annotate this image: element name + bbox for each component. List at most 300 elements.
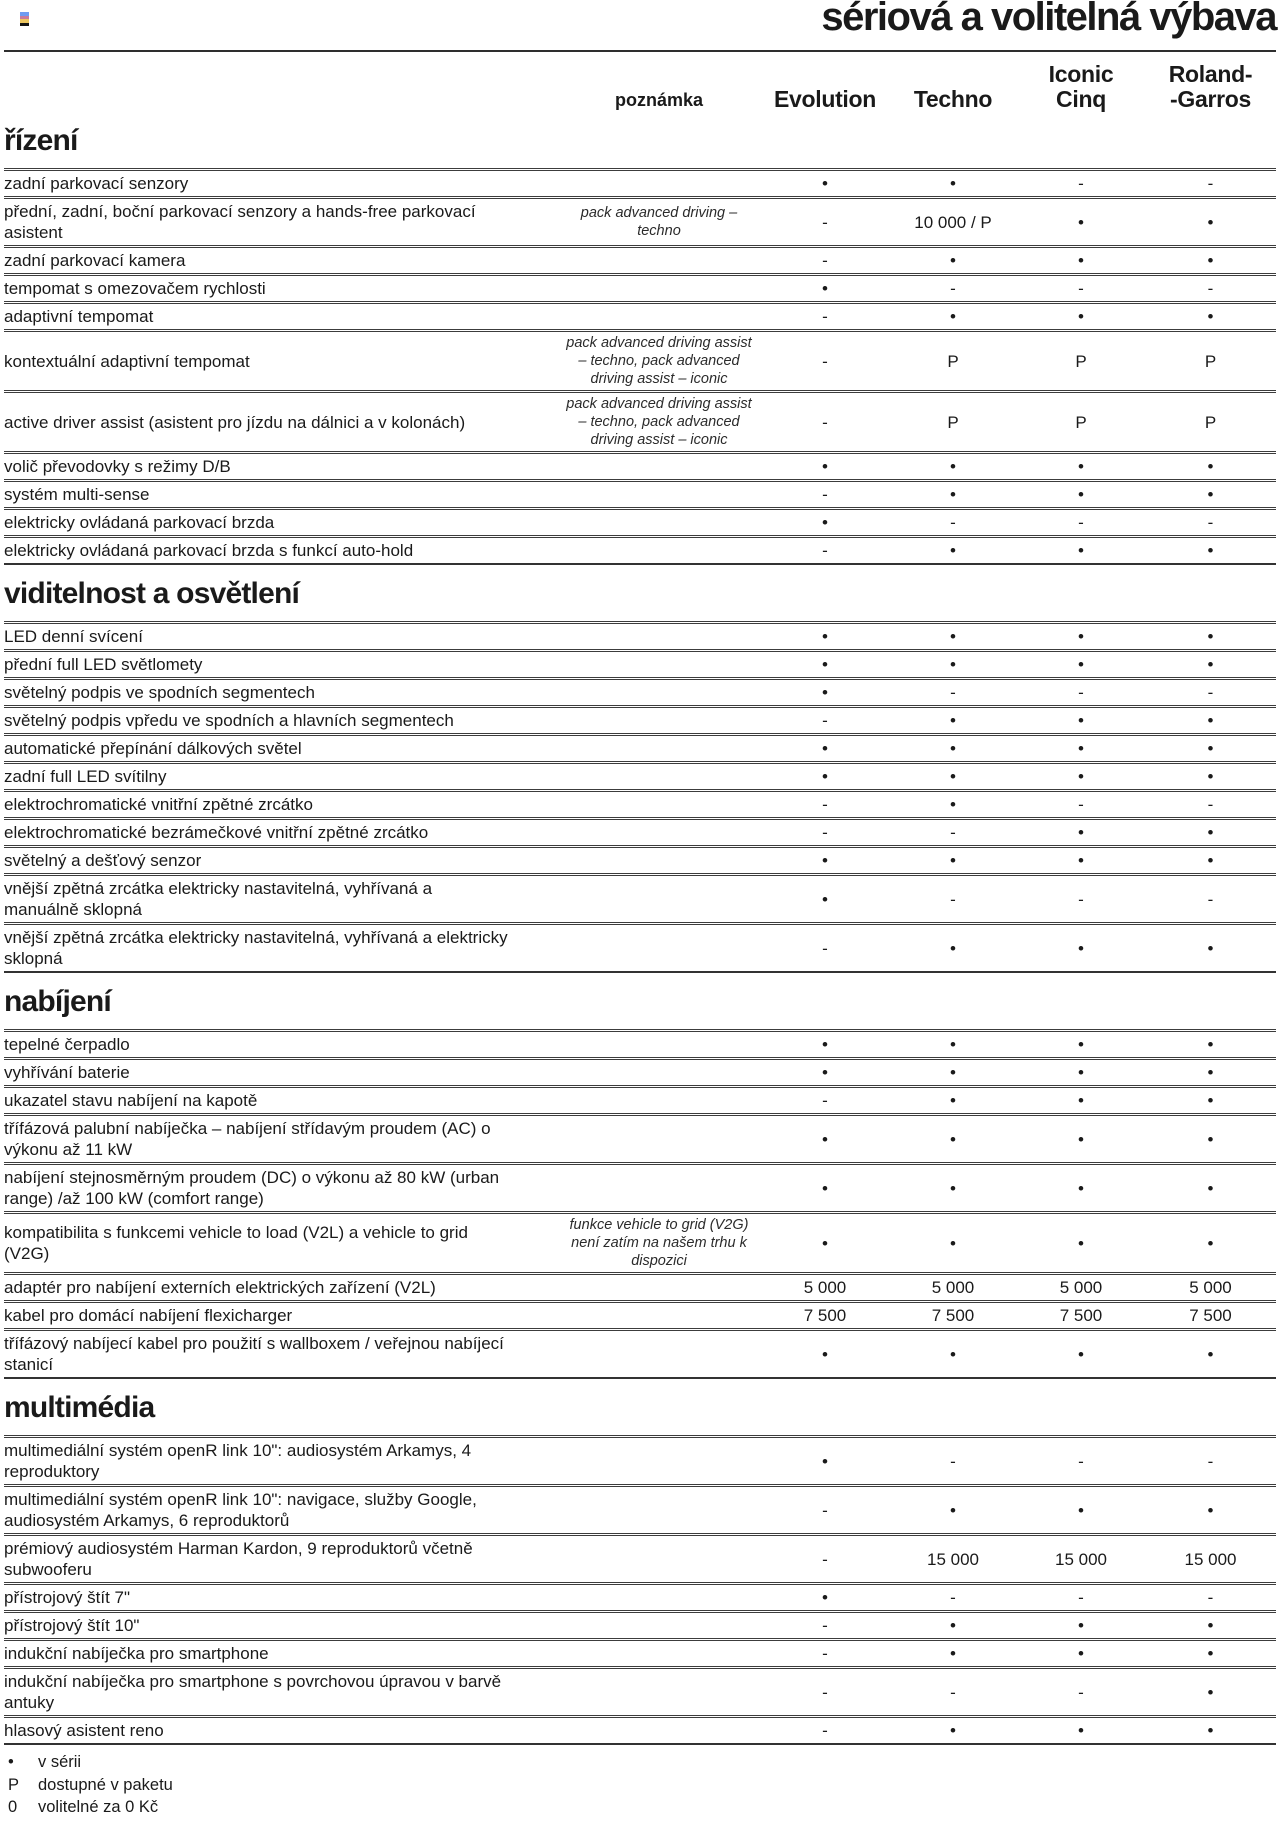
value-iconic-cinq: •	[1078, 485, 1084, 504]
value-evolution: -	[822, 1721, 828, 1740]
feature-label: přístrojový štít 10"	[4, 1616, 140, 1635]
value-roland-garros: •	[1207, 739, 1214, 758]
value-iconic-cinq: -	[1078, 683, 1084, 702]
value-iconic-cinq: •	[1078, 1063, 1084, 1082]
value-evolution: -	[822, 251, 828, 270]
legend-item	[4, 1751, 1276, 1774]
feature-note	[557, 315, 761, 319]
value-evolution: -	[822, 1644, 828, 1663]
value-iconic-cinq: •	[1078, 938, 1084, 958]
feature-note	[557, 775, 761, 779]
equipment-table	[4, 168, 1276, 565]
feature-note	[557, 1652, 761, 1656]
feature-note	[557, 663, 761, 667]
equipment-section	[4, 1391, 1276, 1745]
value-evolution: •	[822, 889, 828, 909]
table-row	[4, 1666, 1276, 1715]
value-techno: •	[950, 1091, 956, 1110]
feature-label: zadní full LED svítilny	[4, 767, 167, 786]
value-evolution: -	[822, 485, 828, 504]
feature-note	[557, 859, 761, 863]
table-row	[4, 479, 1276, 507]
feature-label: multimediální systém openR link 10": audiosystém Arkamys, 4 reproduktory	[4, 1441, 472, 1481]
value-iconic-cinq: •	[1078, 307, 1084, 326]
value-techno: •	[950, 1178, 956, 1198]
value-iconic-cinq: •	[1078, 1178, 1084, 1198]
value-roland-garros: •	[1207, 627, 1214, 646]
feature-note	[557, 493, 761, 497]
table-row	[4, 733, 1276, 761]
value-roland-garros: •	[1207, 212, 1214, 232]
value-roland-garros: •	[1207, 1129, 1214, 1149]
table-row	[4, 1211, 1276, 1272]
feature-note	[557, 831, 761, 835]
feature-note: pack advanced driving – techno	[580, 205, 738, 239]
value-roland-garros: •	[1207, 1035, 1214, 1054]
value-iconic-cinq: •	[1078, 823, 1084, 842]
table-row	[4, 301, 1276, 329]
feature-label: adaptér pro nabíjení externích elektrických zařízení (V2L)	[4, 1278, 436, 1297]
table-row	[4, 1582, 1276, 1610]
table-row	[4, 1300, 1276, 1328]
table-row	[4, 196, 1276, 245]
value-techno: 15 000	[927, 1549, 979, 1569]
value-roland-garros: •	[1207, 541, 1214, 560]
feature-label: přístrojový štít 7"	[4, 1588, 131, 1607]
feature-note	[557, 259, 761, 263]
value-evolution: 5 000	[803, 1278, 847, 1297]
feature-note	[557, 465, 761, 469]
value-techno: •	[950, 457, 956, 476]
value-techno: •	[950, 1129, 956, 1149]
value-evolution: -	[822, 823, 828, 842]
value-evolution: •	[822, 1451, 828, 1471]
table-row	[4, 1533, 1276, 1582]
value-iconic-cinq: •	[1078, 457, 1084, 476]
feature-label: elektricky ovládaná parkovací brzda	[4, 513, 275, 532]
value-techno: •	[950, 174, 956, 193]
table-row	[4, 329, 1276, 390]
feature-label: zadní parkovací kamera	[4, 251, 186, 270]
feature-label: LED denní svícení	[4, 627, 143, 646]
legend-symbol-zero: 0	[8, 1798, 18, 1816]
value-roland-garros: •	[1207, 251, 1214, 270]
value-evolution: -	[822, 1500, 828, 1520]
value-techno: •	[950, 251, 956, 270]
equipment-section	[4, 985, 1276, 1379]
column-headers	[4, 62, 1276, 112]
value-iconic-cinq: -	[1078, 795, 1084, 814]
value-techno: •	[950, 655, 956, 674]
value-iconic-cinq: -	[1078, 1588, 1084, 1607]
feature-note	[557, 1508, 761, 1512]
value-evolution: •	[822, 1063, 828, 1082]
legend-text-series: v sérii	[38, 1753, 82, 1771]
feature-note	[557, 1352, 761, 1356]
value-roland-garros: •	[1207, 655, 1214, 674]
value-techno: •	[950, 1233, 956, 1253]
value-iconic-cinq: •	[1078, 1500, 1084, 1520]
equipment-table	[4, 1029, 1276, 1379]
value-roland-garros: •	[1207, 1091, 1214, 1110]
page-logo-icon	[20, 12, 29, 26]
equipment-section	[4, 124, 1276, 565]
value-roland-garros: -	[1207, 279, 1214, 298]
table-row	[4, 245, 1276, 273]
col-header-iconic-cinq: Iconic Cinq	[1048, 61, 1114, 112]
value-evolution: •	[822, 767, 828, 786]
value-roland-garros: •	[1207, 767, 1214, 786]
feature-label: přední, zadní, boční parkovací senzory a hands-free parkovací asistent	[4, 202, 476, 242]
legend-text-zero: volitelné za 0 Kč	[38, 1798, 159, 1816]
value-iconic-cinq: •	[1078, 739, 1084, 758]
value-techno: •	[950, 1721, 956, 1740]
feature-label: prémiový audiosystém Harman Kardon, 9 reproduktorů včetně subwooferu	[4, 1539, 473, 1579]
value-roland-garros: •	[1207, 823, 1214, 842]
value-evolution: -	[822, 1091, 828, 1110]
value-roland-garros: •	[1207, 1721, 1214, 1740]
value-roland-garros: •	[1207, 851, 1214, 870]
value-techno: P	[947, 351, 959, 371]
value-techno: •	[950, 739, 956, 758]
section-title: řízení	[4, 124, 78, 157]
table-row	[4, 789, 1276, 817]
feature-label: vyhřívání baterie	[4, 1063, 130, 1082]
value-techno: •	[950, 307, 956, 326]
feature-label: přední full LED světlomety	[4, 655, 203, 674]
table-row	[4, 649, 1276, 677]
value-roland-garros: •	[1207, 1233, 1214, 1253]
value-evolution: -	[822, 307, 828, 326]
table-row	[4, 1328, 1276, 1377]
feature-note	[557, 946, 761, 950]
value-iconic-cinq: •	[1078, 1035, 1084, 1054]
legend-symbol-series: •	[8, 1753, 14, 1771]
table-row	[4, 1715, 1276, 1743]
value-iconic-cinq: 7 500	[1059, 1306, 1103, 1325]
value-evolution: •	[822, 1588, 828, 1607]
feature-note	[557, 1557, 761, 1561]
table-row	[4, 1113, 1276, 1162]
value-roland-garros: •	[1207, 457, 1214, 476]
feature-label: active driver assist (asistent pro jízdu na dálnici a v kolonách)	[4, 412, 466, 432]
feature-label: adaptivní tempomat	[4, 307, 154, 326]
value-iconic-cinq: •	[1078, 1721, 1084, 1740]
value-evolution: •	[822, 1233, 828, 1253]
value-evolution: 7 500	[803, 1306, 847, 1325]
value-evolution: •	[822, 279, 828, 298]
value-iconic-cinq: •	[1078, 711, 1084, 730]
feature-note	[557, 1137, 761, 1141]
section-title: viditelnost a osvětlení	[4, 577, 300, 610]
legend-symbol-pack: P	[8, 1775, 20, 1794]
feature-note	[557, 691, 761, 695]
value-roland-garros: •	[1207, 1682, 1214, 1702]
table-row	[4, 621, 1276, 649]
feature-note: funkce vehicle to grid (V2G) není zatím na našem trhu k dispozici	[569, 1217, 749, 1269]
value-evolution: -	[822, 795, 828, 814]
feature-note: pack advanced driving assist – techno, pack advanced driving assist – iconic	[566, 396, 752, 448]
value-techno: 7 500	[931, 1306, 975, 1325]
value-iconic-cinq: •	[1078, 627, 1084, 646]
feature-note	[557, 1459, 761, 1463]
value-techno: -	[950, 279, 956, 298]
value-evolution: •	[822, 457, 828, 476]
feature-label: třífázový nabíjecí kabel pro použití s wallboxem / veřejnou nabíjecí stanicí	[4, 1334, 504, 1374]
feature-note	[557, 803, 761, 807]
table-row	[4, 1162, 1276, 1211]
feature-note	[557, 719, 761, 723]
value-evolution: •	[822, 1178, 828, 1198]
value-iconic-cinq: -	[1078, 174, 1084, 193]
value-iconic-cinq: •	[1078, 851, 1084, 870]
feature-label: elektricky ovládaná parkovací brzda s funkcí auto-hold	[4, 541, 414, 560]
feature-label: třífázová palubní nabíječka – nabíjení střídavým proudem (AC) o výkonu až 11 kW	[4, 1119, 491, 1159]
feature-label: světelný podpis ve spodních segmentech	[4, 683, 315, 702]
value-roland-garros: •	[1207, 1500, 1214, 1520]
value-techno: •	[950, 627, 956, 646]
value-roland-garros: •	[1207, 1644, 1214, 1663]
value-evolution: •	[822, 851, 828, 870]
value-roland-garros: •	[1207, 711, 1214, 730]
table-row	[4, 873, 1276, 922]
legend	[4, 1751, 1276, 1819]
feature-note	[557, 1624, 761, 1628]
table-row	[4, 1610, 1276, 1638]
value-roland-garros: •	[1207, 307, 1214, 326]
value-techno: -	[950, 823, 956, 842]
value-techno: -	[950, 889, 956, 909]
feature-note	[557, 1071, 761, 1075]
value-evolution: •	[822, 739, 828, 758]
feature-label: světelný podpis vpředu ve spodních a hlavních segmentech	[4, 711, 454, 730]
value-evolution: -	[822, 1682, 828, 1702]
value-iconic-cinq: •	[1078, 767, 1084, 786]
feature-label: světelný a dešťový senzor	[4, 851, 202, 870]
value-evolution: •	[822, 1035, 828, 1054]
table-row	[4, 761, 1276, 789]
value-iconic-cinq: P	[1075, 412, 1087, 432]
table-row	[4, 845, 1276, 873]
feature-label: ukazatel stavu nabíjení na kapotě	[4, 1091, 258, 1110]
value-techno: •	[950, 711, 956, 730]
value-techno: 10 000 / P	[914, 212, 992, 232]
table-row	[4, 1484, 1276, 1533]
col-header-techno: Techno	[913, 86, 993, 112]
value-evolution: -	[822, 212, 828, 232]
value-evolution: •	[822, 513, 828, 532]
value-techno: -	[950, 1451, 956, 1471]
feature-note	[557, 747, 761, 751]
value-evolution: •	[822, 1129, 828, 1149]
feature-label: volič převodovky s režimy D/B	[4, 457, 231, 476]
feature-note	[557, 635, 761, 639]
value-evolution: -	[822, 412, 828, 432]
feature-note	[557, 1186, 761, 1190]
sections-container	[4, 124, 1276, 1745]
feature-label: kabel pro domácí nabíjení flexicharger	[4, 1306, 293, 1325]
value-roland-garros: •	[1207, 1344, 1214, 1364]
feature-note: pack advanced driving assist – techno, pack advanced driving assist – iconic	[566, 335, 752, 387]
col-header-roland-garros: Roland- -Garros	[1168, 61, 1253, 112]
value-techno: -	[950, 1682, 956, 1702]
feature-label: systém multi-sense	[4, 485, 150, 504]
value-techno: •	[950, 1063, 956, 1082]
value-roland-garros: 5 000	[1189, 1278, 1232, 1297]
value-roland-garros: •	[1207, 1063, 1214, 1082]
table-row	[4, 705, 1276, 733]
value-iconic-cinq: •	[1078, 212, 1084, 232]
value-roland-garros: -	[1207, 513, 1214, 532]
value-roland-garros: -	[1207, 174, 1214, 193]
value-evolution: •	[822, 683, 828, 702]
feature-label: zadní parkovací senzory	[4, 174, 189, 193]
value-techno: -	[950, 1588, 956, 1607]
value-roland-garros: •	[1207, 485, 1214, 504]
feature-note	[557, 1099, 761, 1103]
table-row	[4, 1029, 1276, 1057]
value-iconic-cinq: -	[1078, 1451, 1084, 1471]
value-evolution: -	[822, 1616, 828, 1635]
value-evolution: -	[822, 938, 828, 958]
value-iconic-cinq: P	[1075, 351, 1087, 371]
table-row	[4, 922, 1276, 971]
feature-note	[557, 521, 761, 525]
value-iconic-cinq: •	[1078, 251, 1084, 270]
value-iconic-cinq: •	[1078, 1233, 1084, 1253]
value-techno: •	[950, 485, 956, 504]
value-iconic-cinq: •	[1078, 655, 1084, 674]
feature-label: vnější zpětná zrcátka elektricky nastavitelná, vyhřívaná a elektricky sklopná	[4, 928, 508, 968]
table-row	[4, 451, 1276, 479]
legend-item	[4, 1796, 1276, 1819]
feature-note	[557, 1286, 761, 1290]
table-row	[4, 1435, 1276, 1484]
value-iconic-cinq: -	[1078, 1682, 1084, 1702]
feature-note	[557, 1690, 761, 1694]
table-row	[4, 1085, 1276, 1113]
value-evolution: •	[822, 655, 828, 674]
value-evolution: •	[822, 627, 828, 646]
feature-note	[557, 1596, 761, 1600]
feature-label: elektrochromatické vnitřní zpětné zrcátko	[4, 795, 313, 814]
feature-note	[557, 182, 761, 186]
value-evolution: •	[822, 1344, 828, 1364]
value-roland-garros: P	[1204, 412, 1217, 432]
value-techno: •	[950, 1035, 956, 1054]
table-row	[4, 1638, 1276, 1666]
value-iconic-cinq: •	[1078, 1644, 1084, 1663]
value-iconic-cinq: -	[1078, 279, 1084, 298]
feature-label: tempomat s omezovačem rychlosti	[4, 279, 266, 298]
table-row	[4, 677, 1276, 705]
feature-note	[557, 1729, 761, 1733]
value-iconic-cinq: -	[1078, 513, 1084, 532]
value-techno: -	[950, 513, 956, 532]
value-roland-garros: •	[1207, 1616, 1214, 1635]
table-row	[4, 817, 1276, 845]
value-roland-garros: -	[1207, 1588, 1214, 1607]
table-row	[4, 535, 1276, 563]
table-row	[4, 507, 1276, 535]
value-techno: •	[950, 1644, 956, 1663]
feature-note	[557, 287, 761, 291]
table-row	[4, 1272, 1276, 1300]
feature-note	[557, 1043, 761, 1047]
feature-label: automatické přepínání dálkových světel	[4, 739, 302, 758]
table-row	[4, 168, 1276, 196]
page-header	[4, 0, 1276, 52]
feature-note	[557, 897, 761, 901]
value-evolution: -	[822, 711, 828, 730]
feature-note	[557, 1314, 761, 1318]
value-roland-garros: -	[1207, 1451, 1214, 1471]
feature-note	[557, 549, 761, 553]
value-evolution: -	[822, 541, 828, 560]
value-roland-garros: •	[1207, 938, 1214, 958]
value-techno: •	[950, 541, 956, 560]
feature-label: vnější zpětná zrcátka elektricky nastavitelná, vyhřívaná a manuálně sklopná	[4, 879, 433, 919]
value-techno: •	[950, 795, 956, 814]
value-techno: •	[950, 851, 956, 870]
value-roland-garros: -	[1207, 889, 1214, 909]
value-roland-garros: -	[1207, 683, 1214, 702]
feature-label: tepelné čerpadlo	[4, 1035, 130, 1054]
feature-label: indukční nabíječka pro smartphone	[4, 1644, 269, 1663]
value-iconic-cinq: 15 000	[1055, 1549, 1107, 1569]
legend-item	[4, 1774, 1276, 1797]
feature-label: indukční nabíječka pro smartphone s povrchovou úpravou v barvě antuky	[4, 1672, 502, 1712]
feature-label: hlasový asistent reno	[4, 1721, 164, 1740]
value-iconic-cinq: •	[1078, 1344, 1084, 1364]
value-roland-garros: 15 000	[1184, 1549, 1237, 1569]
value-roland-garros: P	[1204, 351, 1217, 371]
value-iconic-cinq: -	[1078, 889, 1084, 909]
value-roland-garros: -	[1207, 795, 1214, 814]
value-techno: 5 000	[931, 1278, 975, 1297]
feature-label: multimediální systém openR link 10": navigace, služby Google, audiosystém Arkamys, 6 reproduktorů	[4, 1490, 477, 1530]
equipment-section	[4, 577, 1276, 973]
value-evolution: •	[822, 174, 828, 193]
value-techno: •	[950, 767, 956, 786]
value-techno: P	[947, 412, 959, 432]
value-iconic-cinq: •	[1078, 1616, 1084, 1635]
value-evolution: -	[822, 1549, 828, 1569]
value-techno: •	[950, 938, 956, 958]
feature-label: kompatibilita s funkcemi vehicle to load (V2L) a vehicle to grid (V2G)	[4, 1223, 468, 1263]
feature-label: elektrochromatické bezrámečkové vnitřní zpětné zrcátko	[4, 823, 429, 842]
equipment-table	[4, 621, 1276, 973]
value-iconic-cinq: •	[1078, 1129, 1084, 1149]
value-roland-garros: •	[1207, 1178, 1214, 1198]
value-techno: •	[950, 1500, 956, 1520]
value-techno: •	[950, 1344, 956, 1364]
col-header-poznamka: poznámka	[614, 90, 704, 110]
value-iconic-cinq: •	[1078, 541, 1084, 560]
table-row	[4, 1057, 1276, 1085]
value-roland-garros: 7 500	[1189, 1306, 1232, 1325]
legend-text-pack: dostupné v paketu	[38, 1775, 173, 1794]
feature-label: nabíjení stejnosměrným proudem (DC) o výkonu až 80 kW (urban range) /až 100 kW (comfort range)	[4, 1168, 500, 1208]
table-row	[4, 390, 1276, 451]
section-title: multimédia	[4, 1391, 155, 1424]
value-iconic-cinq: •	[1078, 1091, 1084, 1110]
feature-label: kontextuální adaptivní tempomat	[4, 351, 250, 371]
value-techno: -	[950, 683, 956, 702]
value-evolution: -	[822, 351, 828, 371]
page-title: sériová a volitelná výbava	[821, 0, 1276, 39]
section-title: nabíjení	[4, 985, 111, 1018]
